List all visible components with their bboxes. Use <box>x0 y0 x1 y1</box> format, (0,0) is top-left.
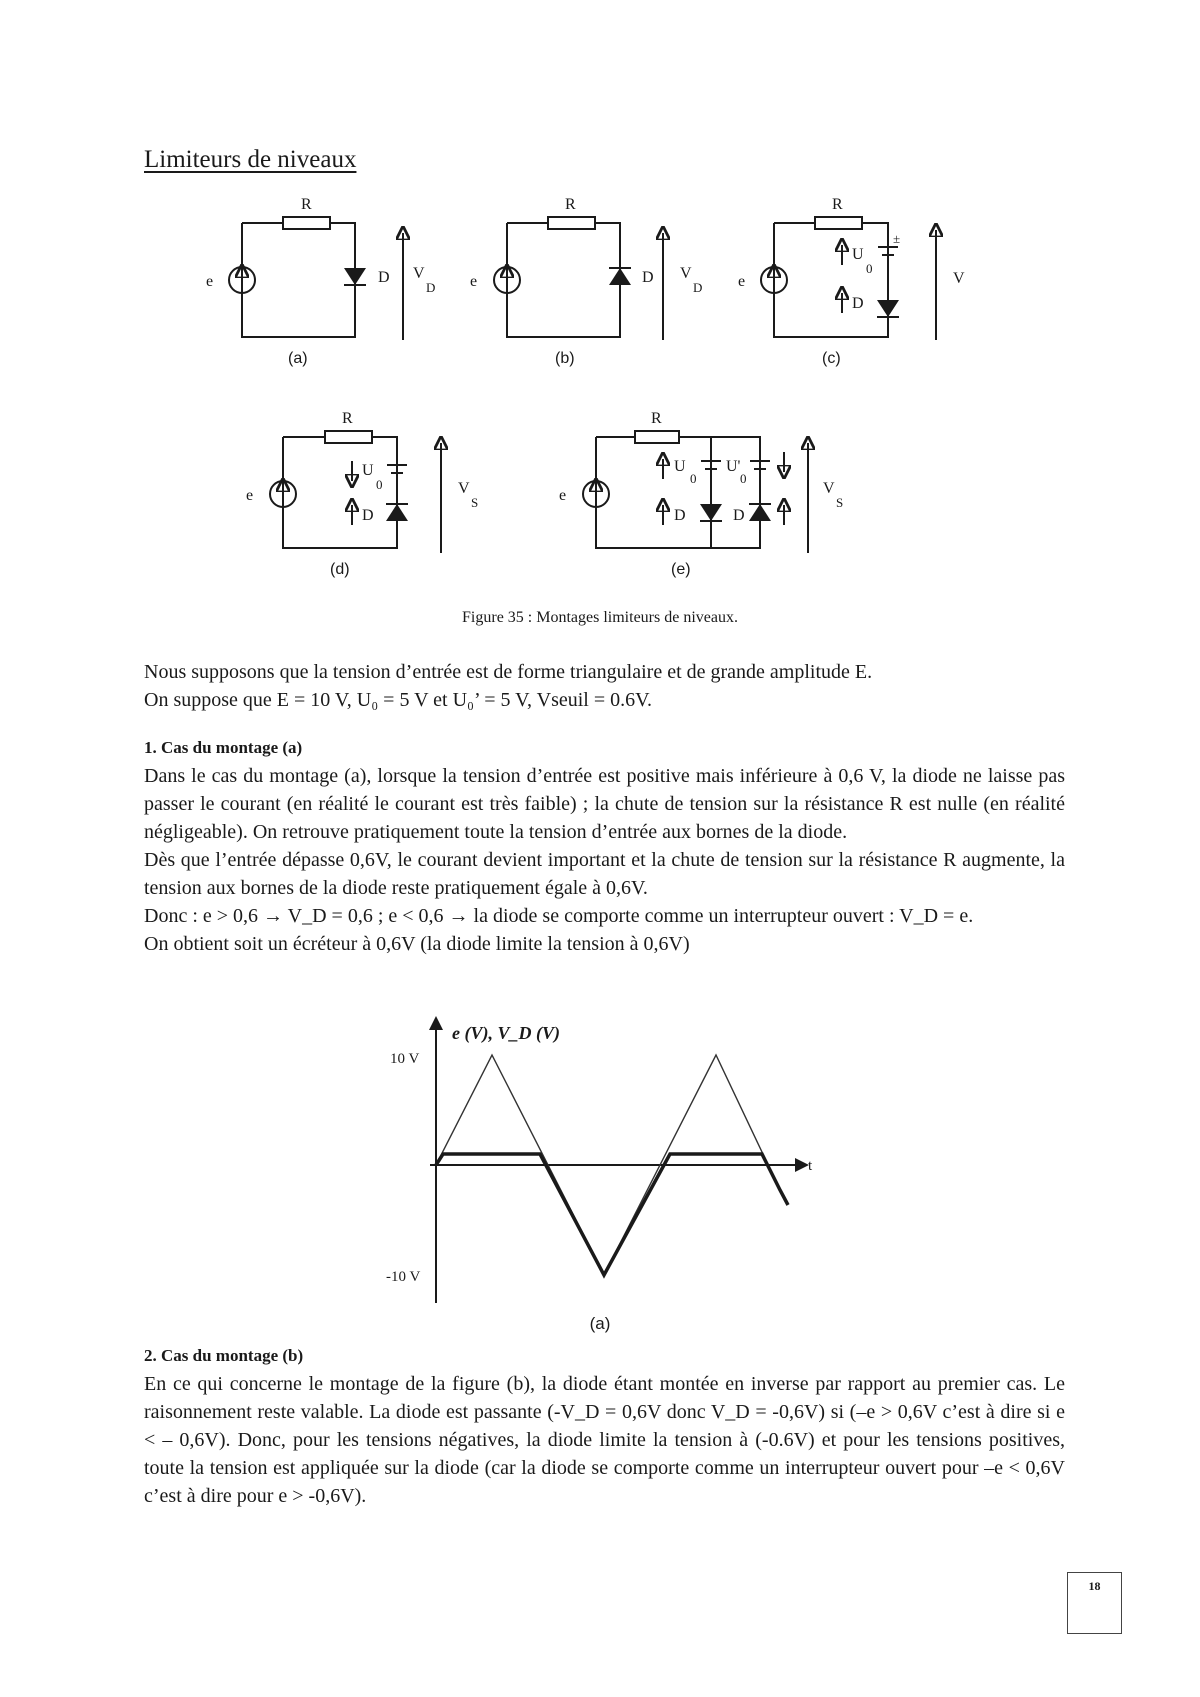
circuit-d-caption: (d) <box>330 561 350 578</box>
u0-subscript: 0 <box>866 261 873 276</box>
circuit-e <box>559 410 843 578</box>
waveform-graph <box>380 1015 820 1315</box>
circuit-figure <box>0 185 1200 585</box>
case-a-paragraph-4: On obtient soit un écréteur à 0,6V (la diode limite la tension à 0,6V) <box>144 933 690 955</box>
source-u0-label: U <box>674 458 686 475</box>
diode-label: D <box>852 295 864 312</box>
circuit-b-caption: (b) <box>555 350 575 367</box>
source-u0prime-label: U' <box>726 458 741 475</box>
voltage-label: V <box>458 480 470 497</box>
voltage-label: V <box>823 480 835 497</box>
voltage-subscript: D <box>426 280 436 295</box>
resistor-label: R <box>565 196 576 213</box>
y-tick-bottom: -10 V <box>386 1269 421 1285</box>
voltage-label: V <box>953 270 965 287</box>
case-a-paragraph-3: Donc : e > 0,6 → V_D = 0,6 ; e < 0,6 → la diode se comporte comme un interrupteur ouvert : V_D = e. <box>144 905 974 927</box>
resistor-label: R <box>651 410 662 427</box>
source-label: e <box>559 487 567 504</box>
case-a-heading: 1. Cas du montage (a) <box>144 738 303 757</box>
voltage-label: V <box>680 265 692 282</box>
diode-label: D <box>362 507 374 524</box>
source-label: e <box>206 273 214 290</box>
resistor-label: R <box>301 196 312 213</box>
circuit-c-caption: (c) <box>822 350 841 367</box>
case-a-paragraph-2: Dès que l’entrée dépasse 0,6V, le courant devient important et la chute de tension sur la résistance R augmente, la tension aux bornes de la diode reste pratiquement égale à 0,6V. <box>144 849 1065 899</box>
source-label: e <box>738 273 746 290</box>
voltage-label: V <box>413 265 425 282</box>
circuit-b <box>470 196 702 367</box>
source-u0-label: U <box>852 246 864 263</box>
circuit-a-caption: (a) <box>288 350 308 367</box>
circuit-c <box>738 196 965 367</box>
diode-label-2: D <box>733 507 745 524</box>
graph-caption: (a) <box>589 1314 611 1333</box>
intro-paragraph <box>144 658 1065 714</box>
source-u0-label: U <box>362 462 374 479</box>
diode-label: D <box>674 507 686 524</box>
case-b-paragraph-1: En ce qui concerne le montage de la figure (b), la diode étant montée en inverse par rapport au premier cas. Le raisonnement reste valable. La diode est passante (-V_D = 0,6V donc V_D = -0,6V) si (–e > 0,6V c’est à dire si e < – 0,6V). Donc, pour les tensions négatives, la diode limite la tension à (-0.6V) et pour les tensions positives, toute la tension est appliquée sur la diode (car la diode se comporte comme un interrupteur ouvert pour –e < 0,6V c’est à dire pour e > -0,6V). <box>144 1373 1065 1507</box>
diode-voltage-wave <box>436 1154 788 1275</box>
u0prime-subscript: 0 <box>740 471 747 486</box>
diode-label: D <box>378 269 390 286</box>
y-axis-label: e (V), V_D (V) <box>452 1023 560 1043</box>
resistor-label: R <box>342 410 353 427</box>
y-tick-top: 10 V <box>390 1051 420 1067</box>
voltage-subscript: S <box>836 495 844 510</box>
u0-subscript: 0 <box>376 477 383 492</box>
page-number: 18 <box>1067 1572 1122 1634</box>
voltage-subscript: D <box>693 280 703 295</box>
diode-label: D <box>642 269 654 286</box>
case-a-paragraph-1: Dans le cas du montage (a), lorsque la tension d’entrée est positive mais inférieure à 0,6 V, la diode ne laisse pas passer le courant (en réalité le courant est très faible) ; la chute de tension sur la résistance R est nulle (en réalité négligeable). On retrouve pratiquement toute la tension d’entrée aux bornes de la diode. <box>144 765 1065 843</box>
circuit-e-caption: (e) <box>671 561 691 578</box>
polarity-mark: ± <box>893 231 901 246</box>
source-label: e <box>246 487 254 504</box>
intro-line-2: On suppose que E = 10 V, U₀ = 5 V et U₀’ = 5 V, Vseuil = 0.6V. <box>144 689 652 711</box>
voltage-subscript: S <box>471 495 479 510</box>
u0-subscript: 0 <box>690 471 697 486</box>
case-b-text <box>144 1370 1065 1510</box>
figure-caption: Figure 35 : Montages limiteurs de niveaux. <box>462 609 738 626</box>
circuit-a <box>206 196 435 367</box>
x-axis-label: t <box>808 1158 813 1174</box>
source-label: e <box>470 273 478 290</box>
case-b-heading: 2. Cas du montage (b) <box>144 1346 304 1365</box>
intro-line-1: Nous supposons que la tension d’entrée est de forme triangulaire et de grande amplitude E. <box>144 661 873 683</box>
resistor-label: R <box>832 196 843 213</box>
circuit-d <box>246 410 478 578</box>
case-a-text <box>144 762 1065 958</box>
section-title: Limiteurs de niveaux <box>144 146 357 173</box>
